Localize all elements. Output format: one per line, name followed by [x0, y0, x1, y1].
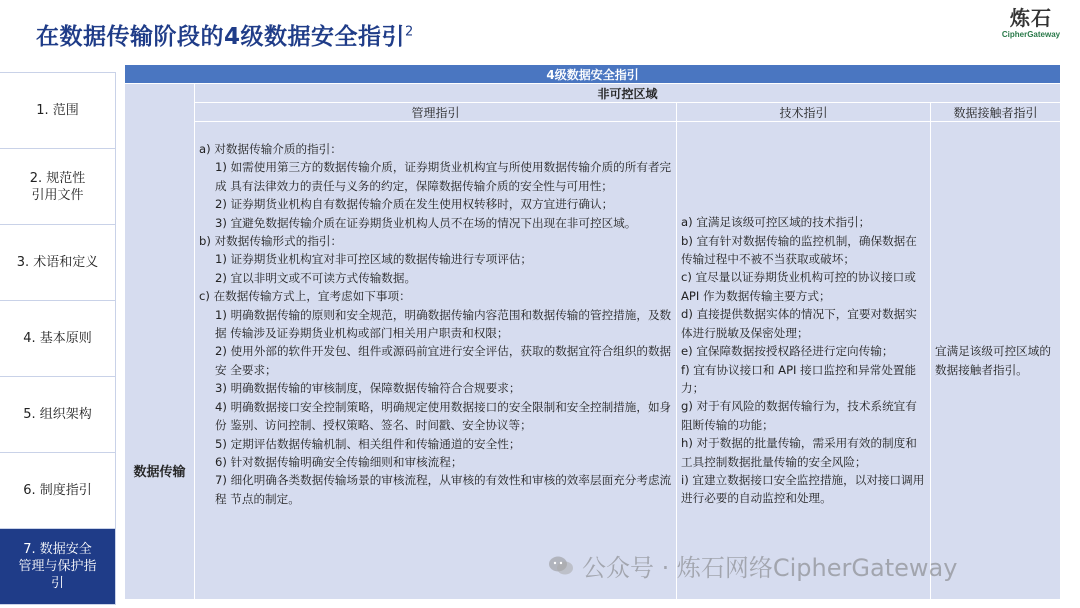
- mgmt-guideline-line: 2) 证券期货业机构自有数据传输介质在发生使用权转移时，双方宜进行确认；: [215, 197, 614, 212]
- sidebar-item-label: 6. 制度指引: [23, 483, 92, 498]
- tech-guideline-line: f) 宜有协议接口和 API 接口监控和异常处置能力；: [681, 362, 917, 395]
- mgmt-guideline-line: 1) 如需使用第三方的数据传输介质，证券期货业机构宜与所使用数据传输介质的所有者完成 具有法律效力的责任与义务的约定，保障数据传输介质的安全性与可用性；: [215, 160, 672, 193]
- mgmt-guideline-line: 5) 定期评估数据传输机制、相关组件和传输通道的安全性；: [215, 436, 521, 451]
- tech-guideline-line: g) 对于有风险的数据传输行为，技术系统宜有阻断传输的功能；: [681, 399, 917, 432]
- company-logo: [996, 6, 1066, 39]
- guideline-table: [124, 64, 1061, 600]
- sidebar-item-3[interactable]: [0, 225, 116, 301]
- mgmt-guideline-line: 3) 明确数据传输的审核制度，保障数据传输符合合规要求；: [215, 381, 521, 396]
- sidebar-item-label: 4. 基本原则: [23, 331, 92, 346]
- sidebar-item-6[interactable]: [0, 453, 116, 529]
- mgmt-guideline-line: b) 对数据传输形式的指引：: [199, 234, 343, 249]
- contact-guideline-cell: [931, 122, 1061, 600]
- sidebar-item-label: 3. 术语和定义: [16, 255, 99, 270]
- tech-guideline-cell: [677, 122, 931, 600]
- tech-guideline-line: i) 宜建立数据接口安全监控措施，以对接口调用进行必要的自动监控和处理。: [681, 472, 925, 506]
- mgmt-guideline-cell: [195, 122, 677, 600]
- sidebar-item-1[interactable]: [0, 73, 116, 149]
- logo-en-text: CipherGateway: [1001, 30, 1061, 39]
- mgmt-guideline-line: 1) 明确数据传输的原则和安全规范，明确数据传输内容范围和数据传输的管控措施，及数据 传输涉及证券期货业机构或部门相关用户职责和权限；: [215, 307, 672, 341]
- title-superscript: 2: [405, 24, 414, 40]
- page-title: [36, 18, 414, 51]
- mgmt-guideline-line: 7) 细化明确各类数据传输场景的审核流程，从审核的有效性和审核的效率层面充分考虑流程 节点的制定。: [215, 473, 672, 506]
- tech-guideline-line: e) 宜保障数据按授权路径进行定向传输；: [681, 344, 894, 359]
- guideline-table-container: [124, 64, 1060, 600]
- sidebar-nav: [0, 72, 116, 608]
- logo-cn-text: 炼石: [1010, 6, 1052, 30]
- watermark-text: 公众号 · 炼石网络CipherGateway: [582, 554, 958, 582]
- table-header-level: 4级数据安全指引: [125, 65, 1061, 84]
- tech-guideline-line: d) 直接提供数据实体的情况下，宜要对数据实体进行脱敏及保密处理；: [681, 307, 917, 340]
- sidebar-item-5[interactable]: [0, 377, 116, 453]
- mgmt-guideline-line: 4) 明确数据接口安全控制策略，明确规定使用数据接口的安全限制和安全控制措施，如身份 鉴别、访问控制、授权策略、签名、时间戳、安全协议等；: [215, 399, 672, 433]
- sidebar-item-label: 1. 范围: [36, 103, 79, 118]
- sidebar-item-4[interactable]: [0, 301, 116, 377]
- row-label-cell: [125, 84, 195, 600]
- page-title-text: 在数据传输阶段的4级数据安全指引: [36, 24, 406, 50]
- column-header-mgmt: 管理指引: [195, 103, 677, 122]
- tech-guideline-line: b) 宜有针对数据传输的监控机制，确保数据在传输过程中不被不当获取或破坏；: [681, 233, 917, 267]
- wechat-icon: [548, 555, 574, 577]
- watermark: [548, 548, 957, 583]
- sidebar-item-7[interactable]: [0, 529, 116, 605]
- mgmt-guideline-line: 6) 针对数据传输明确安全传输细则和审核流程；: [215, 454, 463, 469]
- mgmt-guideline-line: a) 对数据传输介质的指引：: [199, 142, 342, 156]
- column-header-contact: 数据接触者指引: [931, 103, 1061, 122]
- sidebar-item-label: 7. 数据安全 管理与保护指 引: [18, 542, 97, 591]
- contact-guideline-text: 宜满足该级可控区域的数据接触者指引。: [935, 344, 1051, 377]
- table-header-zone: 非可控区域: [195, 84, 1061, 103]
- column-header-tech: 技术指引: [677, 103, 931, 122]
- tech-guideline-line: c) 宜尽量以证券期货业机构可控的协议接口或 API 作为数据传输主要方式；: [681, 270, 916, 303]
- tech-guideline-line: h) 对于数据的批量传输，需采用有效的制度和工具控制数据批量传输的安全风险；: [681, 436, 917, 469]
- tech-guideline-line: a) 宜满足该级可控区域的技术指引；: [681, 215, 871, 230]
- row-label: 数据传输: [133, 465, 186, 480]
- sidebar-item-label: 5. 组织架构: [23, 407, 92, 422]
- sidebar-item-2[interactable]: [0, 149, 116, 225]
- mgmt-guideline-line: 2) 使用外部的软件开发包、组件或源码前宜进行安全评估，获取的数据宜符合组织的数据安 全要求；: [215, 344, 672, 377]
- mgmt-guideline-line: c) 在数据传输方式上，宜考虑如下事项：: [199, 289, 411, 304]
- mgmt-guideline-line: 2) 宜以非明文或不可读方式传输数据。: [215, 270, 417, 285]
- mgmt-guideline-line: 3) 宜避免数据传输介质在证券期货业机构人员不在场的情况下出现在非可控区域。: [215, 215, 637, 230]
- sidebar-item-label: 2. 规范性 引用文件: [29, 170, 86, 203]
- mgmt-guideline-line: 1) 证券期货业机构宜对非可控区域的数据传输进行专项评估；: [215, 252, 533, 267]
